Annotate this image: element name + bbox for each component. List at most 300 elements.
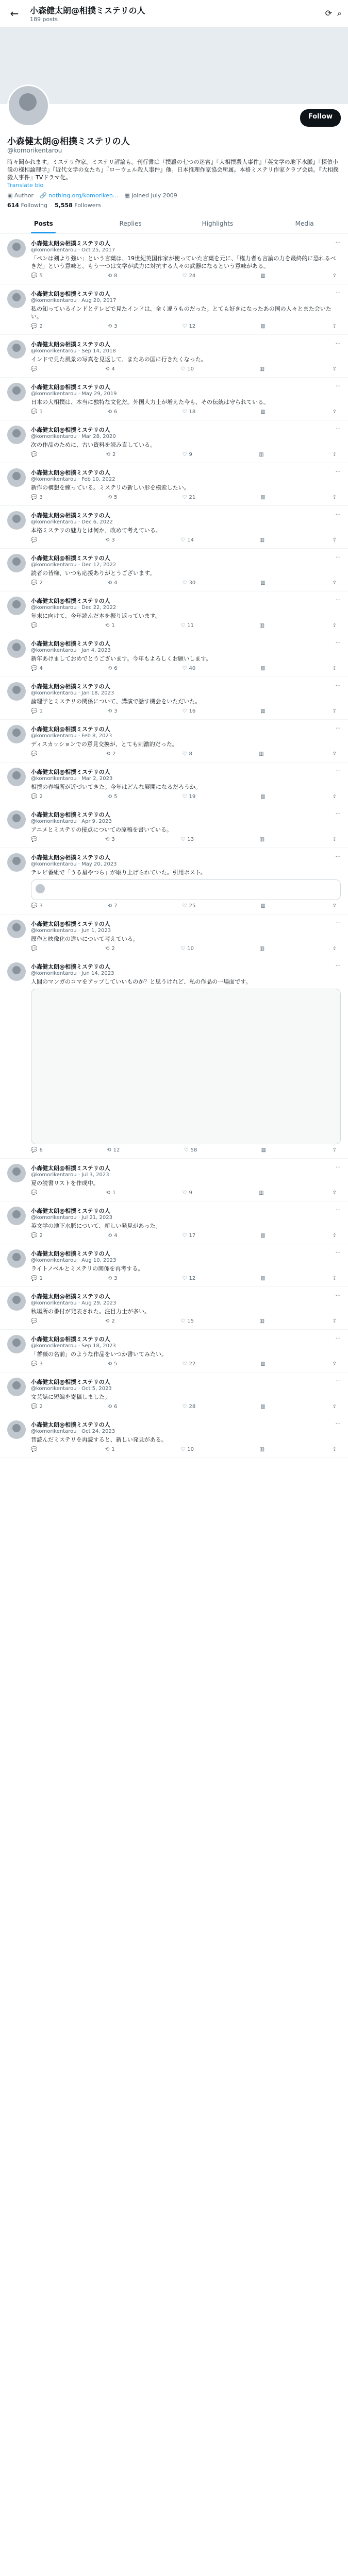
like-button[interactable]	[180, 537, 194, 543]
tab-posts[interactable]: Posts	[0, 214, 87, 233]
share-icon[interactable]: ⇪	[332, 623, 337, 629]
share-icon[interactable]: ⇪	[332, 708, 337, 714]
retweet-button[interactable]	[108, 1276, 118, 1281]
reply-button[interactable]	[31, 366, 39, 372]
more-icon[interactable]: ···	[335, 682, 341, 689]
tweet[interactable]	[0, 378, 348, 420]
like-button[interactable]	[183, 409, 196, 415]
retweet-button[interactable]	[108, 324, 118, 329]
tweet[interactable]	[0, 1372, 348, 1415]
tweet-author-name[interactable]: 小森健太朗@相撲ミステリの人	[31, 555, 110, 562]
tweet-actions	[31, 537, 341, 543]
action-count: 2	[111, 946, 115, 952]
retweet-button[interactable]	[106, 452, 116, 457]
tweet-meta: @komorikentarou · Oct 5, 2023	[31, 1386, 112, 1392]
like-button[interactable]	[183, 794, 196, 800]
reply-button[interactable]	[31, 623, 39, 629]
refresh-icon[interactable]: ⟳	[325, 8, 333, 18]
more-icon[interactable]: ···	[335, 1207, 341, 1213]
share-icon[interactable]: ⇪	[332, 1447, 337, 1452]
more-icon[interactable]: ···	[335, 340, 341, 347]
action-count: 3	[114, 324, 118, 329]
tweet-avatar[interactable]	[7, 468, 26, 487]
views-icon: ▥	[260, 666, 266, 671]
reply-button[interactable]	[31, 452, 39, 457]
reply-icon: 💬	[31, 666, 38, 671]
more-icon[interactable]: ···	[335, 239, 341, 246]
tweet-meta: @komorikentarou · Aug 20, 2017	[31, 298, 117, 303]
action-count: 11	[187, 623, 194, 629]
share-icon[interactable]: ⇪	[332, 903, 337, 909]
reply-button[interactable]	[31, 946, 39, 952]
like-icon: ♡	[182, 708, 187, 714]
views-button[interactable]	[259, 452, 266, 457]
tweet-meta: @komorikentarou · Feb 8, 2023	[31, 733, 112, 739]
like-icon: ♡	[182, 794, 187, 800]
tweet-text: 人間のマンガのコマをアップしていいものか？と思うけれど、私の作品の一場面です。	[31, 978, 252, 985]
retweet-button[interactable]	[105, 537, 115, 543]
tweet-author-name[interactable]: 小森健太朗@相撲ミステリの人	[31, 1250, 110, 1257]
tweet[interactable]	[0, 762, 348, 805]
views-button[interactable]	[260, 903, 267, 909]
tweet-text: 夏の読書リストを作成中。	[31, 1180, 99, 1187]
views-button[interactable]	[260, 837, 267, 842]
tweet[interactable]	[0, 914, 348, 957]
tweet-avatar[interactable]	[7, 962, 26, 981]
tweet-author-name[interactable]: 小森健太朗@相撲ミステリの人	[31, 469, 110, 476]
search-icon[interactable]: ⌕	[337, 8, 342, 18]
reply-button[interactable]	[31, 1147, 43, 1153]
views-icon: ▥	[260, 708, 266, 714]
views-button[interactable]	[259, 751, 266, 757]
action-count: 1	[39, 409, 43, 415]
tweet-avatar[interactable]	[7, 920, 26, 938]
post-count: 189 posts	[30, 16, 58, 23]
views-button[interactable]	[260, 1318, 267, 1324]
tweet-avatar[interactable]	[7, 1335, 26, 1353]
reply-button[interactable]	[31, 1404, 43, 1410]
share-icon[interactable]: ⇪	[332, 273, 337, 279]
reply-button[interactable]	[31, 1447, 39, 1452]
share-icon[interactable]: ⇪	[332, 409, 337, 415]
tweet-meta: @komorikentarou · Jun 14, 2023	[31, 971, 114, 976]
tweet-avatar[interactable]	[7, 511, 26, 530]
more-icon[interactable]: ···	[335, 468, 341, 475]
profile-avatar[interactable]	[7, 84, 49, 127]
top-bar	[0, 0, 348, 27]
more-icon[interactable]: ···	[335, 920, 341, 926]
like-button[interactable]	[183, 708, 196, 714]
share-icon[interactable]: ⇪	[332, 452, 337, 457]
views-button[interactable]	[260, 1404, 267, 1410]
retweet-button[interactable]	[107, 1147, 120, 1153]
views-button[interactable]	[260, 537, 267, 543]
tweet[interactable]	[0, 591, 348, 634]
retweet-button[interactable]	[108, 409, 118, 415]
tweet-author-name[interactable]: 小森健太朗@相撲ミステリの人	[31, 1208, 110, 1214]
retweet-button[interactable]	[108, 794, 118, 800]
views-button[interactable]	[260, 324, 267, 329]
tweet-author-name[interactable]: 小森健太朗@相撲ミステリの人	[31, 683, 110, 690]
tweet[interactable]	[0, 634, 348, 677]
more-icon[interactable]: ···	[335, 511, 341, 518]
like-button[interactable]	[184, 1147, 197, 1153]
tweet-avatar[interactable]	[7, 1164, 26, 1182]
tweet-avatar[interactable]	[7, 1207, 26, 1225]
like-button[interactable]	[183, 903, 196, 909]
tweet-actions	[31, 903, 341, 909]
more-icon[interactable]: ···	[335, 1164, 341, 1171]
tweet[interactable]	[0, 420, 348, 463]
action-count: 4	[114, 580, 118, 586]
tweet-avatar[interactable]	[7, 853, 26, 872]
tweet[interactable]	[0, 335, 348, 378]
views-button[interactable]	[260, 623, 267, 629]
reply-button[interactable]	[31, 409, 43, 415]
tweet-avatar[interactable]	[7, 810, 26, 829]
tweet-author-name[interactable]: 小森健太朗@相撲ミステリの人	[31, 1293, 110, 1300]
more-icon[interactable]: ···	[335, 597, 341, 603]
tweet-avatar[interactable]	[7, 1420, 26, 1439]
action-count: 3	[114, 1276, 118, 1281]
tweet-author-name[interactable]: 小森健太朗@相撲ミステリの人	[31, 640, 110, 647]
action-count: 5	[114, 794, 118, 800]
more-icon[interactable]: ···	[335, 810, 341, 817]
tweet[interactable]	[0, 506, 348, 549]
tweet-author-name[interactable]: 小森健太朗@相撲ミステリの人	[31, 384, 110, 391]
tweet[interactable]	[0, 549, 348, 591]
views-button[interactable]	[260, 273, 267, 279]
following-count[interactable]: 614 Following	[7, 202, 47, 209]
reply-button[interactable]	[31, 794, 43, 800]
tweet-avatar[interactable]	[7, 340, 26, 359]
action-count: 3	[39, 495, 43, 500]
tweet-actions	[31, 1276, 341, 1281]
tweet-avatar[interactable]	[7, 639, 26, 658]
retweet-button[interactable]	[108, 708, 118, 714]
more-icon[interactable]: ···	[335, 639, 341, 646]
reply-button[interactable]	[31, 708, 43, 714]
reply-icon: 💬	[31, 751, 38, 757]
tweet-avatar[interactable]	[7, 426, 26, 444]
retweet-icon: ⟲	[107, 1233, 112, 1239]
views-button[interactable]	[260, 666, 267, 671]
tweet-author-name[interactable]: 小森健太朗@相撲ミステリの人	[31, 769, 110, 775]
tweet-meta: @komorikentarou · May 29, 2019	[31, 391, 117, 397]
tweet[interactable]	[0, 1244, 348, 1287]
tweet-author-name[interactable]: 小森健太朗@相撲ミステリの人	[31, 726, 110, 733]
views-button[interactable]	[260, 946, 267, 952]
retweet-button[interactable]	[105, 1447, 115, 1452]
views-button[interactable]	[260, 580, 267, 586]
retweet-icon: ⟲	[105, 1447, 110, 1452]
tweet-actions	[31, 946, 341, 952]
retweet-icon: ⟲	[107, 1147, 111, 1153]
share-icon[interactable]: ⇪	[332, 946, 337, 952]
reply-button[interactable]	[31, 580, 43, 586]
more-icon[interactable]: ···	[335, 853, 341, 860]
tweet-avatar[interactable]	[7, 1378, 26, 1396]
like-button[interactable]	[180, 623, 194, 629]
tweet-text: 「ペンは剣より強い」という言葉は、19世紀英国作家が使っていた言葉を元に、「権力者も言論の力を最終的に恐れるべきだ」という意味と、もう一つは文学が武力に対抗する人々の武器になるという意味がある。	[31, 255, 336, 269]
like-button[interactable]	[183, 452, 192, 457]
like-icon: ♡	[182, 666, 187, 671]
share-icon[interactable]: ⇪	[332, 1190, 337, 1196]
tweet[interactable]	[0, 1330, 348, 1372]
retweet-button[interactable]	[108, 1233, 118, 1239]
tweet-author-name[interactable]: 小森健太朗@相撲ミステリの人	[31, 512, 110, 519]
retweet-icon: ⟲	[107, 580, 112, 586]
action-count: 6	[114, 409, 118, 415]
tweet[interactable]	[0, 1287, 348, 1330]
retweet-button[interactable]	[106, 751, 116, 757]
share-icon[interactable]: ⇪	[332, 1233, 337, 1239]
more-icon[interactable]: ···	[335, 290, 341, 296]
tweet-author-name[interactable]: 小森健太朗@相撲ミステリの人	[31, 1165, 110, 1172]
retweet-icon: ⟲	[105, 366, 110, 372]
like-button[interactable]	[183, 495, 196, 500]
action-count: 1	[112, 1190, 116, 1196]
retweet-icon: ⟲	[105, 537, 110, 543]
action-count: 9	[189, 452, 192, 457]
more-icon[interactable]: ···	[335, 1292, 341, 1299]
tweet-meta: @komorikentarou · Sep 14, 2018	[31, 348, 116, 354]
profile-handle: @komorikentarou	[7, 147, 62, 154]
share-icon[interactable]: ⇪	[332, 837, 337, 842]
retweet-button[interactable]	[108, 1361, 118, 1367]
share-icon[interactable]: ⇪	[332, 1404, 337, 1410]
tweet-actions	[31, 409, 341, 415]
more-icon[interactable]: ···	[335, 1420, 341, 1427]
tweet-avatar[interactable]	[7, 597, 26, 615]
tweet-author-name[interactable]: 小森健太朗@相撲ミステリの人	[31, 240, 110, 247]
share-icon[interactable]: ⇪	[332, 580, 337, 586]
tweet[interactable]	[0, 677, 348, 720]
followers-count[interactable]: 5,558 Followers	[54, 202, 101, 209]
header-title: 小森健太朗@相撲ミステリの人	[30, 6, 145, 15]
share-icon[interactable]: ⇪	[332, 495, 337, 500]
tab-replies[interactable]: Replies	[119, 220, 142, 227]
tweet-actions	[31, 273, 341, 279]
share-icon[interactable]: ⇪	[332, 666, 337, 671]
tweet[interactable]	[0, 957, 348, 1159]
retweet-button[interactable]	[108, 273, 118, 279]
post-media-image[interactable]	[31, 989, 341, 1144]
reply-button[interactable]	[31, 495, 43, 500]
tweet-author-name[interactable]: 小森健太朗@相撲ミステリの人	[31, 1379, 110, 1385]
share-icon[interactable]: ⇪	[332, 1318, 337, 1324]
tweet-author-name[interactable]: 小森健太朗@相撲ミステリの人	[31, 854, 110, 861]
retweet-button[interactable]	[108, 580, 118, 586]
retweet-button[interactable]	[108, 1404, 118, 1410]
reply-icon: 💬	[31, 794, 38, 800]
like-button[interactable]	[180, 1447, 194, 1452]
share-icon[interactable]: ⇪	[332, 366, 337, 372]
profile-website-link[interactable]: nothing.org/komoriken...	[48, 192, 119, 199]
reply-button[interactable]	[31, 324, 43, 329]
reply-button[interactable]	[31, 1233, 43, 1239]
reply-button[interactable]	[31, 537, 39, 543]
like-button[interactable]	[180, 837, 194, 842]
tweet-avatar[interactable]	[7, 768, 26, 786]
like-icon: ♡	[182, 273, 187, 279]
views-button[interactable]	[260, 1447, 267, 1452]
tweet[interactable]	[0, 463, 348, 506]
reply-button[interactable]	[31, 273, 43, 279]
follow-button[interactable]: Follow	[300, 109, 341, 127]
more-icon[interactable]: ···	[335, 1378, 341, 1384]
reply-button[interactable]	[31, 1361, 43, 1367]
tweet-avatar[interactable]	[7, 383, 26, 401]
tweet[interactable]	[0, 848, 348, 914]
share-icon[interactable]: ⇪	[332, 1276, 337, 1281]
retweet-icon: ⟲	[105, 946, 110, 952]
views-button[interactable]	[259, 1190, 266, 1196]
like-button[interactable]	[183, 1404, 196, 1410]
tweet-avatar[interactable]	[7, 554, 26, 572]
tweet-author-name[interactable]: 小森健太朗@相撲ミステリの人	[31, 427, 110, 433]
views-button[interactable]	[260, 495, 267, 500]
tweet[interactable]	[0, 234, 348, 284]
views-button[interactable]	[260, 708, 267, 714]
views-button[interactable]	[261, 1147, 268, 1153]
views-button[interactable]	[260, 1361, 267, 1367]
tweet[interactable]	[0, 1159, 348, 1201]
tweet-avatar[interactable]	[7, 1249, 26, 1268]
tweet[interactable]	[0, 1415, 348, 1458]
like-button[interactable]	[183, 324, 196, 329]
tweet-author-name[interactable]: 小森健太朗@相撲ミステリの人	[31, 1421, 110, 1428]
tweet[interactable]	[0, 1201, 348, 1244]
tweet-author-name[interactable]: 小森健太朗@相撲ミステリの人	[31, 921, 110, 927]
views-button[interactable]	[260, 1233, 267, 1239]
like-button[interactable]	[180, 1318, 194, 1324]
tweet-text: 新年あけましておめでとうございます。今年もよろしくお願いします。	[31, 655, 212, 662]
like-button[interactable]	[183, 1233, 196, 1239]
share-icon[interactable]: ⇪	[332, 1147, 337, 1153]
tweet-avatar[interactable]	[7, 290, 26, 308]
reply-icon: 💬	[31, 1361, 38, 1367]
retweet-button[interactable]	[108, 495, 118, 500]
more-icon[interactable]: ···	[335, 962, 341, 969]
retweet-button[interactable]	[108, 666, 118, 671]
like-icon: ♡	[182, 324, 187, 329]
share-icon[interactable]: ⇪	[332, 794, 337, 800]
reply-button[interactable]	[31, 903, 43, 909]
reply-button[interactable]	[31, 837, 39, 842]
like-button[interactable]	[183, 751, 192, 757]
tweet-author-name[interactable]: 小森健太朗@相撲ミステリの人	[31, 341, 110, 348]
like-button[interactable]	[183, 1276, 196, 1281]
retweet-button[interactable]	[105, 837, 115, 842]
quoted-post[interactable]	[31, 879, 341, 900]
reply-button[interactable]	[31, 666, 43, 671]
tweet-text: 原作と映像化の違いについて考えている。	[31, 936, 139, 942]
tweet-meta: @komorikentarou · Mar 2, 2023	[31, 776, 113, 782]
more-icon[interactable]: ···	[335, 426, 341, 432]
tweet-author-name[interactable]: 小森健太朗@相撲ミステリの人	[31, 811, 110, 818]
tweet-avatar[interactable]	[7, 1292, 26, 1311]
retweet-icon: ⟲	[105, 623, 110, 629]
retweet-button[interactable]	[105, 366, 115, 372]
reply-button[interactable]	[31, 1276, 43, 1281]
tweet-author-name[interactable]: 小森健太朗@相撲ミステリの人	[31, 291, 110, 297]
retweet-button[interactable]	[105, 946, 115, 952]
tweet-author-name[interactable]: 小森健太朗@相撲ミステリの人	[31, 1336, 110, 1343]
like-button[interactable]	[183, 580, 196, 586]
more-icon[interactable]: ···	[335, 725, 341, 732]
tweet-meta: @komorikentarou · Oct 25, 2017	[31, 247, 115, 253]
reply-icon: 💬	[31, 580, 38, 586]
tweet-avatar[interactable]	[7, 725, 26, 743]
reply-button[interactable]	[31, 751, 39, 757]
tweet[interactable]	[0, 720, 348, 762]
profile-name: 小森健太朗@相撲ミステリの人	[7, 137, 130, 147]
action-count: 5	[114, 495, 118, 500]
tweet-author-name[interactable]: 小森健太朗@相撲ミステリの人	[31, 598, 110, 604]
tweet-avatar[interactable]	[7, 239, 26, 258]
tweet[interactable]	[0, 805, 348, 848]
like-button[interactable]	[180, 946, 194, 952]
action-count: 19	[189, 794, 196, 800]
retweet-button[interactable]	[105, 623, 115, 629]
reply-button[interactable]	[31, 1190, 39, 1196]
tweet-actions	[31, 324, 341, 329]
views-button[interactable]	[260, 794, 267, 800]
more-icon[interactable]: ···	[335, 768, 341, 774]
retweet-button[interactable]	[108, 903, 118, 909]
tweet-text: ディスカッションでの意見交換が、とても刺激的だった。	[31, 741, 178, 748]
more-icon[interactable]: ···	[335, 554, 341, 561]
like-button[interactable]	[183, 273, 196, 279]
views-icon: ▥	[260, 794, 266, 800]
more-icon[interactable]: ···	[335, 383, 341, 389]
retweet-button[interactable]	[106, 1190, 116, 1196]
views-button[interactable]	[260, 409, 267, 415]
tweet[interactable]	[0, 284, 348, 335]
tweet-meta: @komorikentarou · Oct 24, 2023	[31, 1429, 115, 1434]
action-count: 3	[114, 708, 118, 714]
tweet-avatar[interactable]	[7, 682, 26, 701]
retweet-icon: ⟲	[106, 751, 110, 757]
reply-icon: 💬	[31, 324, 38, 329]
tab-media[interactable]: Media	[295, 220, 314, 227]
like-button[interactable]	[183, 1361, 196, 1367]
share-icon[interactable]: ⇪	[332, 751, 337, 757]
tweet-text: 読者の皆様、いつも応援ありがとうございます。	[31, 570, 156, 577]
views-button[interactable]	[260, 366, 267, 372]
views-button[interactable]	[260, 1276, 267, 1281]
share-icon[interactable]: ⇪	[332, 537, 337, 543]
more-icon[interactable]: ···	[335, 1249, 341, 1256]
reply-button[interactable]	[31, 1318, 39, 1324]
like-icon: ♡	[182, 1276, 187, 1281]
like-button[interactable]	[180, 366, 194, 372]
share-icon[interactable]: ⇪	[332, 1361, 337, 1367]
retweet-button[interactable]	[105, 1318, 115, 1324]
like-button[interactable]	[183, 666, 196, 671]
action-count: 17	[189, 1233, 196, 1239]
tab-highlights[interactable]: Highlights	[202, 220, 234, 227]
back-arrow-icon[interactable]: ←	[10, 7, 19, 20]
like-button[interactable]	[183, 1190, 192, 1196]
tweet-author-name[interactable]: 小森健太朗@相撲ミステリの人	[31, 963, 110, 970]
action-count: 40	[189, 666, 196, 671]
translate-bio-link[interactable]: Translate bio	[7, 182, 44, 189]
share-icon[interactable]: ⇪	[332, 324, 337, 329]
like-icon: ♡	[182, 1361, 187, 1367]
more-icon[interactable]: ···	[335, 1335, 341, 1342]
